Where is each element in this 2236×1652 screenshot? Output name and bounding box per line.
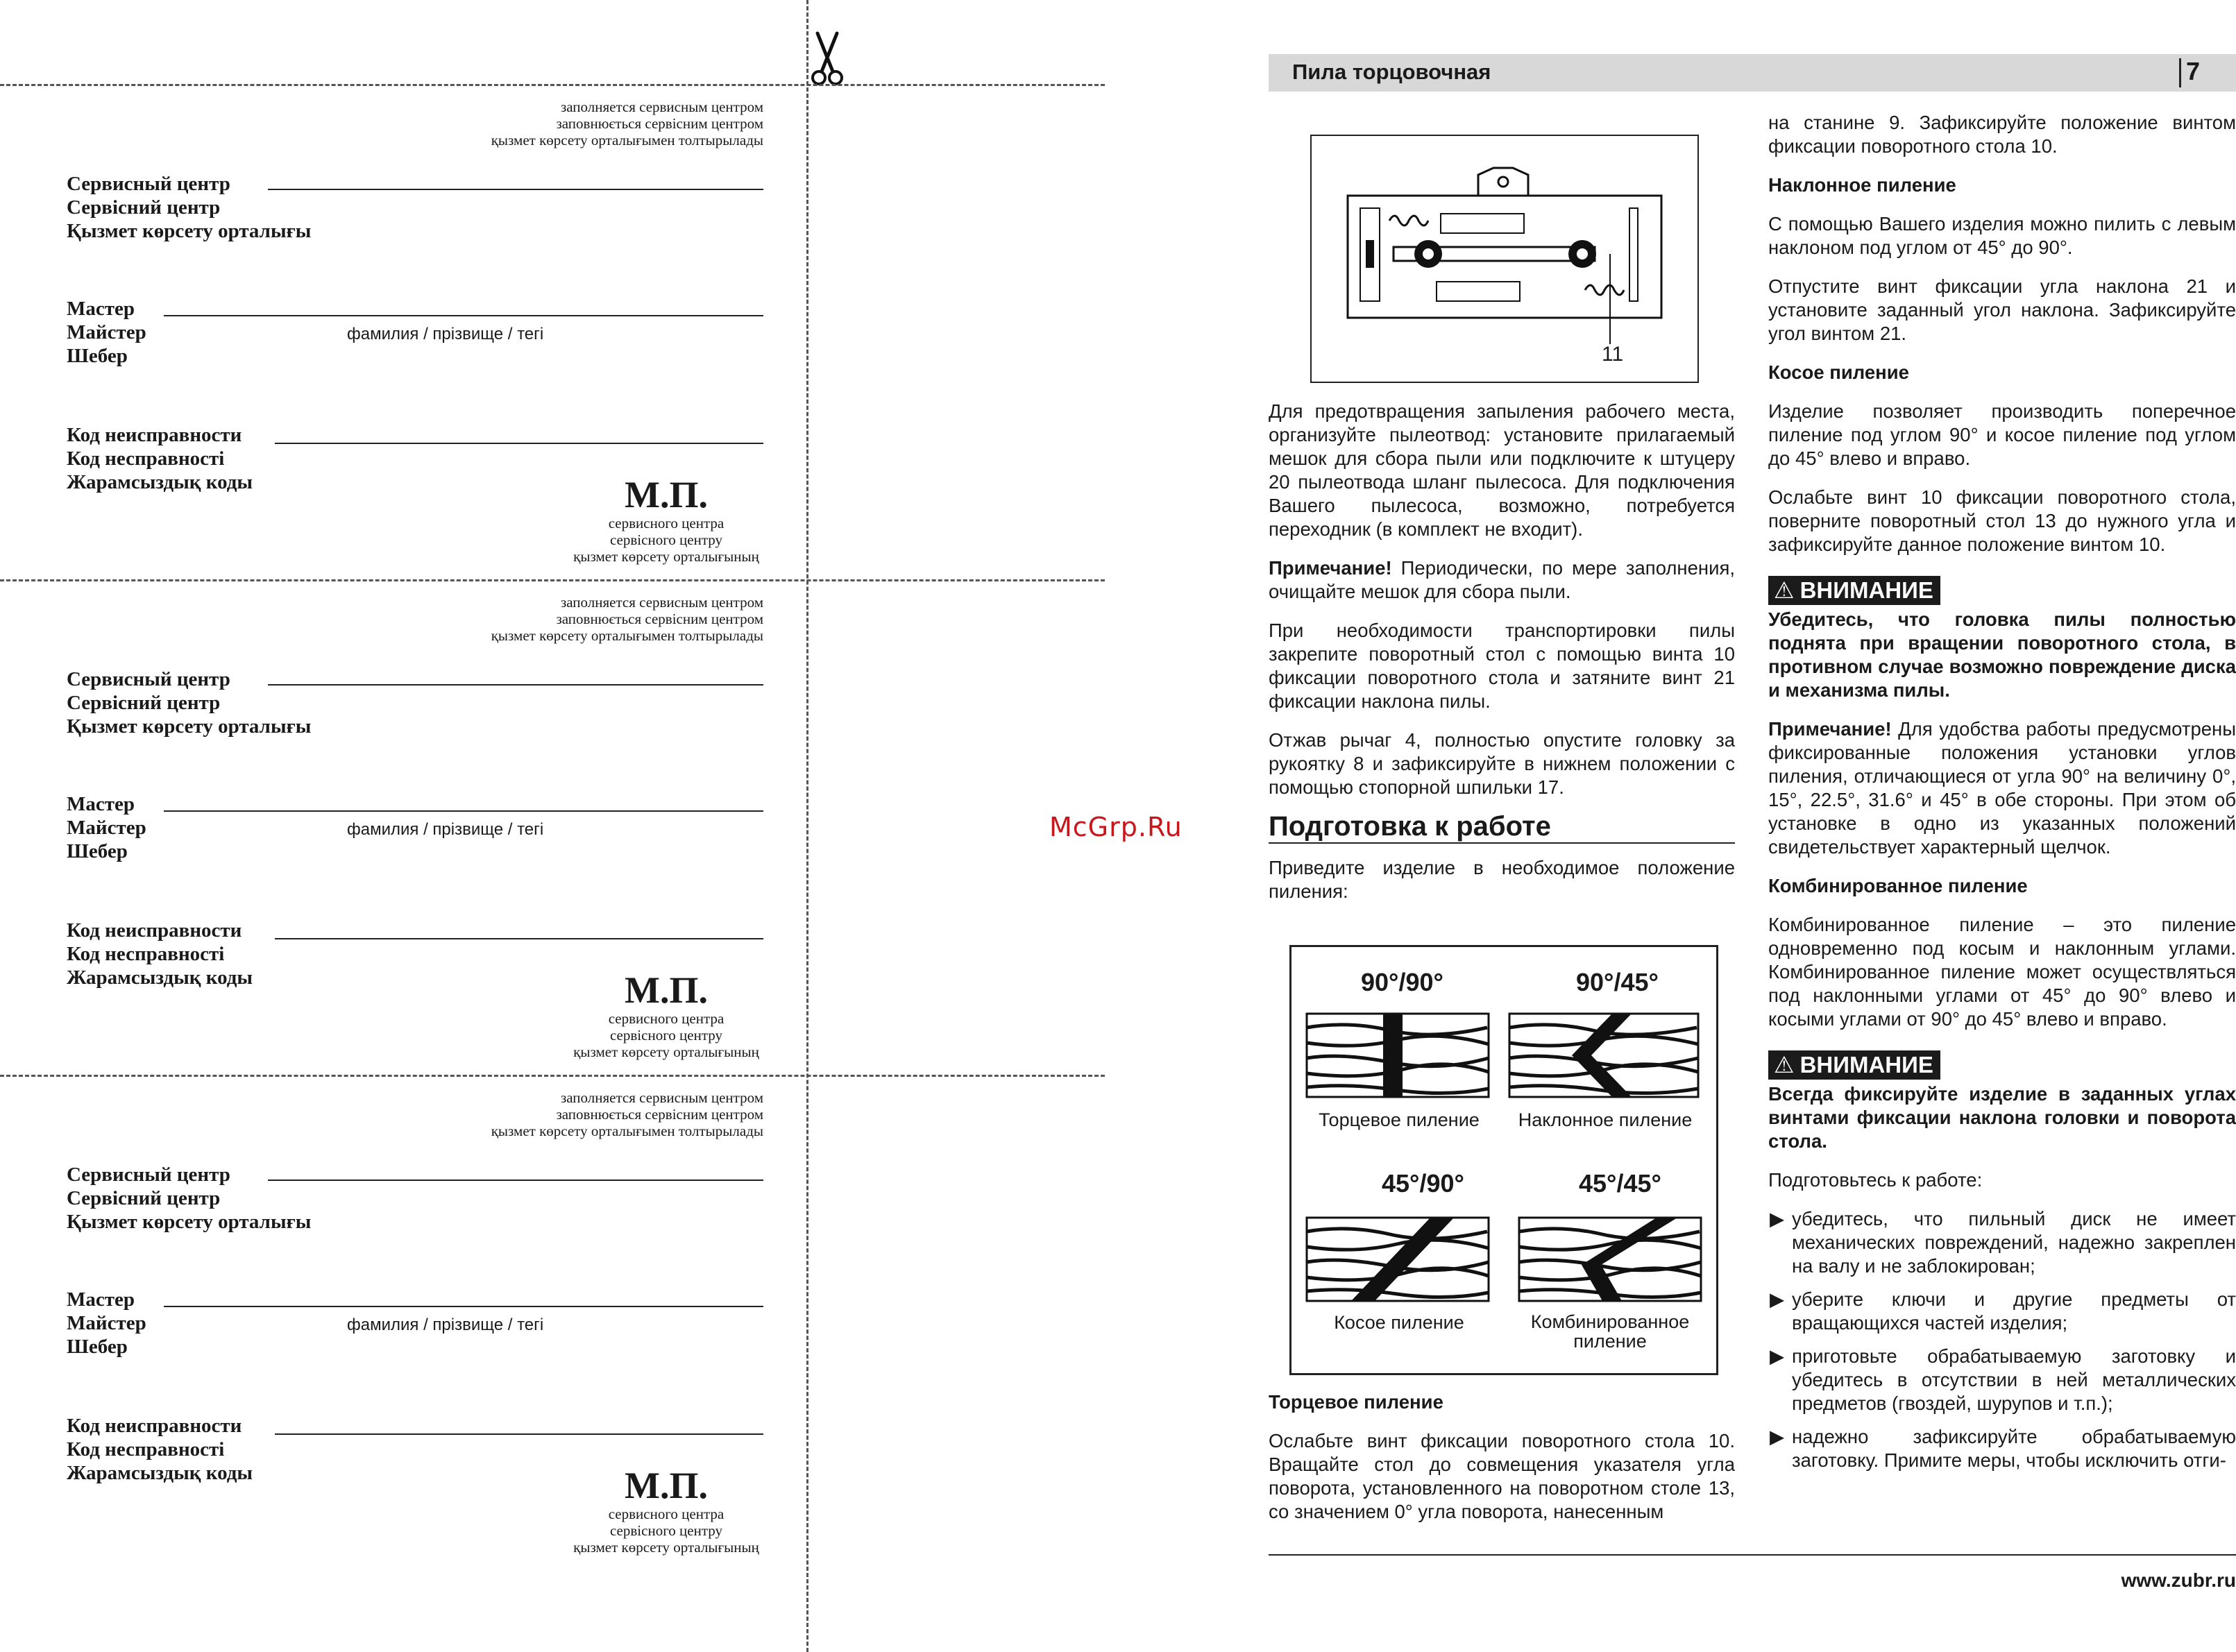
- paragraph-position: Приведите изделие в необходимое положение пиления:: [1269, 857, 1735, 902]
- warning-text-2: Всегда фиксируйте изделие в заданных углах винтами фиксации наклона головки и поворота стола.: [1768, 1083, 2236, 1152]
- fault-code-field[interactable]: [275, 938, 763, 939]
- footer-rule: [1269, 1554, 2236, 1556]
- cutting-modes-figure: [1289, 945, 1718, 1375]
- text-column-left: [1269, 400, 1735, 919]
- mode-caption-compound: Комбинированное пиление: [1530, 1311, 1690, 1352]
- crosscut-wood-drawing: [1305, 1007, 1490, 1101]
- scissors-icon: [805, 28, 849, 90]
- paragraph-crosscut: Ослабьте винт фиксации поворотного стола 10. Вращайте стол до совмещения указателя угла поворота, установленного на поворотном столе 13, со значением 0° угла поворота, нанесенным: [1269, 1430, 1735, 1522]
- paragraph-note-angles: Примечание! Для удобства работы предусмотрены фиксированные положения установки углов пиления, отличающиеся от угла 90° на величину 0°, 15°, 22.5°, 31.6° и 45° в обе стороны. При этом об установке в одно из указанных положений свидетельствует характерный щелчок.: [1768, 718, 2236, 858]
- stamp-area: М.П. сервисного центра сервісного центру қызмет көрсету орталығының: [573, 1465, 759, 1556]
- footer-url[interactable]: www.zubr.ru: [2121, 1569, 2236, 1591]
- paragraph-miter-screw: Ослабьте винт 10 фиксации поворотного стола, поверните поворотный стол 13 до нужного угла и зафиксируйте данное положение винтом 10.: [1768, 486, 2236, 555]
- paragraph-dust: Для предотвращения запыления рабочего места, организуйте пылеотвод: установите прилагаемый мешок для сбора пыли или подключите к штуцеру 20 пылеотвода шланг пылесоса. Для подключения Вашего пылесоса, возможно, потребуется переходник (в комплект не входит).: [1269, 400, 1735, 540]
- text-column-left-bottom: [1269, 1390, 1735, 1539]
- fill-note: заполняется сервисным центром заповнюється сервісним центром қызмет көрсету орталығымен толтырылады: [491, 594, 763, 644]
- fault-code-field[interactable]: [275, 1433, 763, 1435]
- fault-code-field[interactable]: [275, 443, 763, 444]
- paragraph-lever: Отжав рычаг 4, полностью опустите головку за рукоятку 8 и зафиксируйте в нижнем положении с помощью стопорной шпильки 17.: [1269, 729, 1735, 798]
- list-item: ▶ приготовьте обрабатываемую заготовку и убедитесь в отсутствии в ней металлических предметов (гвоздей, шурупов и т.п.);: [1770, 1345, 2236, 1414]
- subheading-bevel: Наклонное пиление: [1768, 174, 1956, 196]
- turntable-lock-figure: [1310, 135, 1699, 383]
- miter-wood-drawing: [1305, 1211, 1490, 1305]
- master-field[interactable]: [164, 1306, 763, 1307]
- service-center-field[interactable]: [268, 189, 763, 190]
- preparation-list: [1768, 1207, 2236, 1472]
- service-coupon-3: [0, 1077, 805, 1571]
- master-field[interactable]: [164, 810, 763, 812]
- mode-caption-miter: Косое пиление: [1334, 1312, 1464, 1333]
- paragraph-prepare: Подготовьтесь к работе:: [1768, 1169, 1983, 1191]
- service-coupon-1: [0, 86, 805, 580]
- service-center-field[interactable]: [268, 1180, 763, 1181]
- bullet-arrow-icon: ▶: [1770, 1345, 1785, 1367]
- fill-note: заполняется сервисным центром заповнюється сервісним центром қызмет көрсету орталығымен толтырылады: [491, 1089, 763, 1139]
- bullet-arrow-icon: ▶: [1770, 1426, 1785, 1447]
- stamp-area: М.П. сервисного центра сервісного центру қызмет көрсету орталығының: [573, 474, 759, 565]
- fill-note: заполняется сервисным центром заповнюється сервісним центром қызмет көрсету орталығымен толтырылады: [491, 99, 763, 148]
- master-label: Мастер Майстер Шебер: [67, 1288, 146, 1358]
- master-hint: фамилия / прізвище / тегі: [347, 325, 544, 343]
- header-separator: [2179, 58, 2181, 87]
- fault-code-label: Код неисправности Код несправності Жарамсыздық коды: [67, 424, 253, 493]
- service-center-label: Сервисный центр Сервісний центр Қызмет көрсету орталығы: [67, 668, 312, 738]
- text-column-right: [1768, 111, 2236, 1482]
- service-center-label: Сервисный центр Сервісний центр Қызмет көрсету орталығы: [67, 1164, 312, 1233]
- warning-icon: ⚠: [1774, 577, 1795, 603]
- master-hint: фамилия / прізвище / тегі: [347, 1315, 544, 1334]
- list-item: ▶ надежно зафиксируйте обрабатываемую заготовку. Примите меры, чтобы исключить отги-: [1770, 1426, 2236, 1471]
- service-center-label: Сервисный центр Сервісний центр Қызмет көрсету орталығы: [67, 173, 312, 242]
- bevel-wood-drawing: [1508, 1007, 1700, 1101]
- callout-11: 11: [1602, 343, 1624, 366]
- fault-code-label: Код неисправности Код несправності Жарамсыздық коды: [67, 919, 253, 989]
- mode-caption-crosscut: Торцевое пиление: [1319, 1109, 1480, 1130]
- watermark: McGrp.Ru: [1049, 812, 1183, 842]
- paragraph-note-bag: Примечание! Периодически, по мере заполнения, очищайте мешок для сбора пыли.: [1269, 557, 1735, 602]
- compound-wood-drawing: [1518, 1211, 1702, 1305]
- subheading-crosscut: Торцевое пиление: [1269, 1391, 1443, 1413]
- bullet-arrow-icon: ▶: [1770, 1208, 1785, 1229]
- mode-angle-crosscut: 90°/90°: [1361, 968, 1443, 996]
- paragraph-miter-range: Изделие позволяет производить поперечное пиление под углом 90° и косое пиление под углом до 45° влево и вправо.: [1768, 400, 2236, 469]
- master-field[interactable]: [164, 315, 763, 316]
- subheading-compound: Комбинированное пиление: [1768, 875, 2028, 896]
- subheading-miter: Косое пиление: [1768, 361, 1909, 383]
- turntable-lock-drawing: [1312, 136, 1697, 382]
- master-label: Мастер Майстер Шебер: [67, 298, 146, 367]
- service-coupon-2: [0, 581, 805, 1075]
- mode-caption-bevel: Наклонное пиление: [1518, 1109, 1693, 1130]
- paragraph-compound: Комбинированное пиление – это пиление одновременно под косым и наклонным углами. Комбинированное пиление может осуществляться под наклонными углами от 45° до 90° влево и косыми углами от 90° до 45° влево и вправо.: [1768, 914, 2236, 1030]
- mode-angle-bevel: 90°/45°: [1576, 968, 1659, 996]
- fault-code-label: Код неисправности Код несправності Жарамсыздық коды: [67, 1415, 253, 1484]
- page-number: 7: [2186, 57, 2201, 85]
- mode-angle-compound: 45°/45°: [1579, 1169, 1661, 1198]
- warning-badge-2: ⚠ ВНИМАНИЕ: [1768, 1050, 1940, 1080]
- section-heading-preparation: Подготовка к работе: [1269, 815, 1735, 844]
- warning-badge-1: ⚠ ВНИМАНИЕ: [1768, 576, 1940, 605]
- master-hint: фамилия / прізвище / тегі: [347, 820, 544, 839]
- mode-angle-miter: 45°/90°: [1382, 1169, 1464, 1198]
- bullet-arrow-icon: ▶: [1770, 1288, 1785, 1310]
- cut-line-vertical: [806, 0, 808, 1652]
- service-center-field[interactable]: [268, 684, 763, 686]
- paragraph-fix-table: на станине 9. Зафиксируйте положение винтом фиксации поворотного стола 10.: [1768, 112, 2236, 157]
- stamp-area: М.П. сервисного центра сервісного центру қызмет көрсету орталығының: [573, 969, 759, 1060]
- paragraph-bevel-screw: Отпустите винт фиксации угла наклона 21 и установите заданный угол наклона. Зафиксируйте угол винтом 21.: [1768, 275, 2236, 344]
- paragraph-bevel-range: С помощью Вашего изделия можно пилить с левым наклоном под углом от 45° до 90°.: [1768, 213, 2236, 258]
- list-item: ▶ уберите ключи и другие предметы от вращающихся частей изделия;: [1770, 1288, 2236, 1334]
- list-item: ▶ убедитесь, что пильный диск не имеет механических повреждений, надежно закреплен на валу и не заблокирован;: [1770, 1208, 2236, 1277]
- warning-icon: ⚠: [1774, 1052, 1795, 1078]
- warning-text-1: Убедитесь, что головка пилы полностью поднята при вращении поворотного стола, в противном случае возможно повреждение диска и механизма пилы.: [1768, 608, 2236, 701]
- master-label: Мастер Майстер Шебер: [67, 793, 146, 862]
- page-title: Пила торцовочная: [1292, 60, 1491, 84]
- paragraph-transport: При необходимости транспортировки пилы закрепите поворотный стол с помощью винта 10 фиксации поворотного стола и затяните винт 21 фиксации наклона пилы.: [1269, 620, 1735, 712]
